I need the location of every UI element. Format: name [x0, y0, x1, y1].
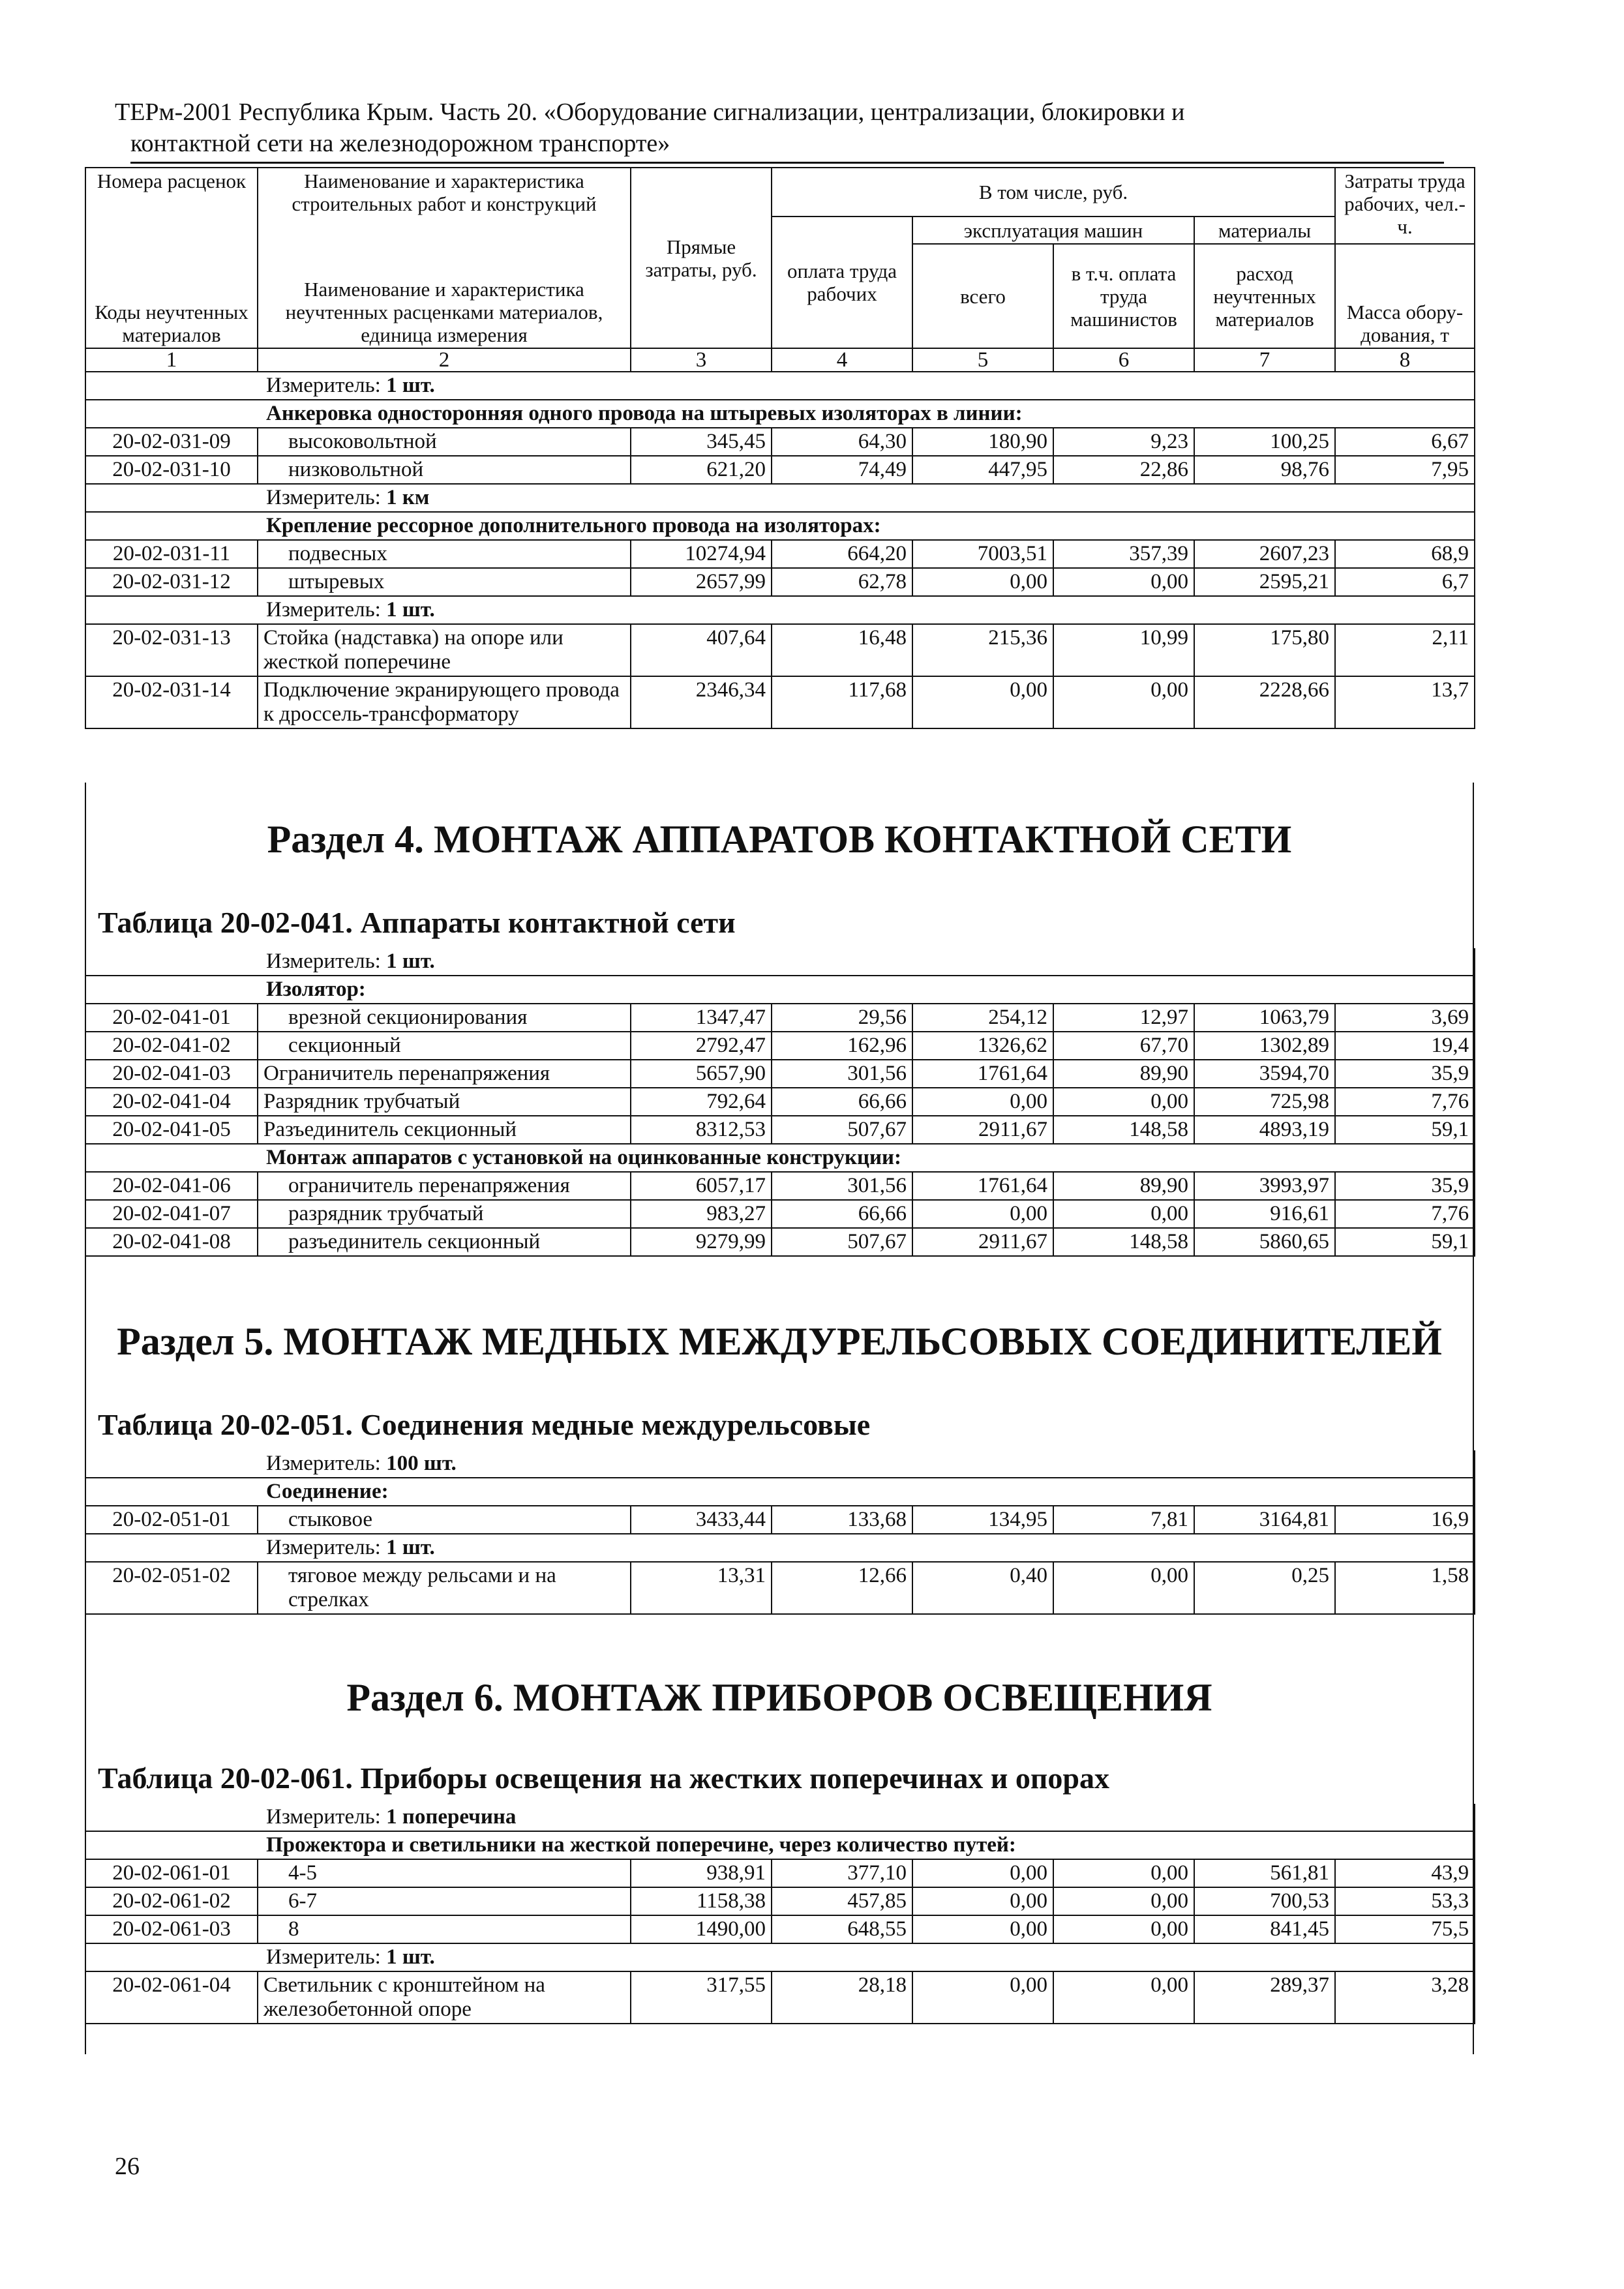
rate-code: 20-02-051-02: [85, 1562, 258, 1614]
machinist-pay: 0,00: [1053, 568, 1194, 596]
worker-pay: 74,49: [772, 456, 912, 484]
rate-name: 8: [258, 1915, 631, 1943]
worker-pay: 64,30: [772, 428, 912, 456]
labor-hours: 35,9: [1335, 1060, 1475, 1088]
machines-total: 0,40: [912, 1562, 1053, 1614]
machinist-pay: 67,70: [1053, 1032, 1194, 1060]
table-row: [85, 1116, 1475, 1144]
rate-name: высоковольтной: [258, 428, 631, 456]
machines-total: 2911,67: [912, 1116, 1053, 1144]
table-row: [85, 1915, 1475, 1943]
col8-header-top: Затраты труда рабочих, чел.-ч.: [1335, 168, 1475, 244]
rate-name: Подключение экранирующего провода к дроссель-трансформатору: [258, 676, 631, 728]
group-heading: Монтаж аппаратов с установкой на оцинкованные конструкции:: [85, 1144, 1475, 1172]
col-number: 2: [258, 348, 631, 372]
materials-cost: 725,98: [1194, 1088, 1335, 1116]
machines-total: 1326,62: [912, 1032, 1053, 1060]
meter-value: 1 поперечина: [386, 1805, 517, 1829]
machines-total: 447,95: [912, 456, 1053, 484]
machines-total: 0,00: [912, 1887, 1053, 1915]
table-row: [85, 1004, 1475, 1032]
machines-header: эксплуатация машин: [912, 217, 1194, 244]
direct-costs: 1158,38: [631, 1887, 772, 1915]
meter-label-text: Измеритель:: [266, 1945, 381, 1969]
meter-value: 1 шт.: [386, 950, 435, 973]
meter-label: [85, 1534, 1475, 1562]
worker-pay: 507,67: [772, 1228, 912, 1256]
direct-costs: 3433,44: [631, 1506, 772, 1534]
meter-label: [85, 1943, 1475, 1971]
col-number: 6: [1053, 348, 1194, 372]
machinist-pay: 0,00: [1053, 1887, 1194, 1915]
worker-pay: 66,66: [772, 1088, 912, 1116]
machines-total: 1761,64: [912, 1060, 1053, 1088]
labor-hours: 35,9: [1335, 1172, 1475, 1200]
col8-header-bottom: Масса обору-дования, т: [1335, 244, 1475, 348]
meter-value: 1 км: [386, 486, 430, 509]
materials-cost: 4893,19: [1194, 1116, 1335, 1144]
rate-code: 20-02-031-10: [85, 456, 258, 484]
direct-costs: 938,91: [631, 1859, 772, 1887]
table-20-02-061-title: Таблица 20-02-061. Приборы освещения на жестких поперечинах и опорах: [98, 1761, 1109, 1795]
machinist-pay: 0,00: [1053, 676, 1194, 728]
materials-cost: 1063,79: [1194, 1004, 1335, 1032]
rate-code: 20-02-031-12: [85, 568, 258, 596]
header-rule: [130, 162, 1444, 164]
meter-label: [85, 948, 1475, 976]
table-20-02-051-title: Таблица 20-02-051. Соединения медные междурельсовые: [98, 1408, 871, 1441]
table-row: [85, 676, 1475, 728]
labor-hours: 68,9: [1335, 540, 1475, 568]
machines-total: 7003,51: [912, 540, 1053, 568]
meter-value: 1 шт.: [386, 1536, 435, 1559]
direct-costs: 2792,47: [631, 1032, 772, 1060]
direct-costs: 13,31: [631, 1562, 772, 1614]
col2-header-gap: [258, 217, 631, 244]
machinist-pay: 9,23: [1053, 428, 1194, 456]
table-20-02-041-title: Таблица 20-02-041. Аппараты контактной сети: [98, 906, 736, 939]
rate-name: Разрядник трубчатый: [258, 1088, 631, 1116]
meter-value: 1 шт.: [386, 598, 435, 621]
table-row: [85, 1172, 1475, 1200]
machinist-pay: 0,00: [1053, 1088, 1194, 1116]
rate-name: секционный: [258, 1032, 631, 1060]
labor-hours: 6,67: [1335, 428, 1475, 456]
machines-total: 0,00: [912, 1915, 1053, 1943]
materials-cost: 98,76: [1194, 456, 1335, 484]
machines-total: 1761,64: [912, 1172, 1053, 1200]
worker-pay: 133,68: [772, 1506, 912, 1534]
rate-name: низковольтной: [258, 456, 631, 484]
page-number: 26: [115, 2153, 140, 2180]
meter-label-text: Измеритель:: [266, 950, 381, 973]
document-header-line1: ТЕРм-2001 Республика Крым. Часть 20. «Оборудование сигнализации, централизации, блокировки и: [115, 98, 1185, 126]
direct-costs: 983,27: [631, 1200, 772, 1228]
worker-pay: 66,66: [772, 1200, 912, 1228]
machines-total: 0,00: [912, 1971, 1053, 2024]
materials-cost: 100,25: [1194, 428, 1335, 456]
meter-label: [85, 372, 1475, 400]
rate-name: врезной секционирования: [258, 1004, 631, 1032]
rate-code: 20-02-061-04: [85, 1971, 258, 2024]
table-row: [85, 456, 1475, 484]
machinist-pay: 10,99: [1053, 624, 1194, 676]
rate-name: 4-5: [258, 1859, 631, 1887]
rate-name: Разъединитель секционный: [258, 1116, 631, 1144]
machines-total: 2911,67: [912, 1228, 1053, 1256]
direct-costs: 10274,94: [631, 540, 772, 568]
materials-cost: 841,45: [1194, 1915, 1335, 1943]
table-row: [85, 1887, 1475, 1915]
col5-header: всего: [912, 244, 1053, 348]
table-row: [85, 1859, 1475, 1887]
rate-name: подвесных: [258, 540, 631, 568]
meter-value: 100 шт.: [386, 1452, 457, 1475]
worker-pay: 162,96: [772, 1032, 912, 1060]
rate-code: 20-02-041-08: [85, 1228, 258, 1256]
col2-header-bottom: Наименование и характеристика неучтенных расценками материалов, единица измерения: [258, 244, 631, 348]
col3-header: Прямые затраты, руб.: [631, 168, 772, 348]
labor-hours: 7,76: [1335, 1088, 1475, 1116]
table-row: [85, 1032, 1475, 1060]
document-header-line2: контактной сети на железнодорожном транспорте»: [130, 130, 670, 157]
machines-total: 134,95: [912, 1506, 1053, 1534]
col-number: 5: [912, 348, 1053, 372]
table-row: [85, 540, 1475, 568]
labor-hours: 16,9: [1335, 1506, 1475, 1534]
machines-total: 180,90: [912, 428, 1053, 456]
materials-cost: 0,25: [1194, 1562, 1335, 1614]
rate-name: разъединитель секционный: [258, 1228, 631, 1256]
table-row: [85, 1562, 1475, 1614]
direct-costs: 345,45: [631, 428, 772, 456]
meter-label: [85, 596, 1475, 624]
rate-code: 20-02-031-09: [85, 428, 258, 456]
direct-costs: 1347,47: [631, 1004, 772, 1032]
col7-header: расход неучтенных материалов: [1194, 244, 1335, 348]
meter-label-text: Измеритель:: [266, 1536, 381, 1559]
labor-hours: 43,9: [1335, 1859, 1475, 1887]
group-heading: Прожектора и светильники на жесткой поперечине, через количество путей:: [85, 1831, 1475, 1859]
materials-cost: 5860,65: [1194, 1228, 1335, 1256]
machines-total: 0,00: [912, 676, 1053, 728]
machines-total: 0,00: [912, 1200, 1053, 1228]
materials-cost: 3993,97: [1194, 1172, 1335, 1200]
group-heading: Соединение:: [85, 1478, 1475, 1506]
included-header: В том числе, руб.: [772, 168, 1335, 217]
materials-cost: 175,80: [1194, 624, 1335, 676]
col-number: 8: [1335, 348, 1475, 372]
col1-header-gap: [85, 217, 258, 244]
group-heading: Анкеровка односторонняя одного провода на штыревых изоляторах в линии:: [85, 400, 1475, 428]
worker-pay: 664,20: [772, 540, 912, 568]
rate-code: 20-02-041-03: [85, 1060, 258, 1088]
meter-label-text: Измеритель:: [266, 1805, 381, 1829]
meter-label: [85, 484, 1475, 512]
meter-label-text: Измеритель:: [266, 598, 381, 621]
rate-code: 20-02-041-04: [85, 1088, 258, 1116]
materials-cost: 2595,21: [1194, 568, 1335, 596]
labor-hours: 59,1: [1335, 1228, 1475, 1256]
labor-hours: 7,95: [1335, 456, 1475, 484]
rate-code: 20-02-061-02: [85, 1887, 258, 1915]
col-number: 7: [1194, 348, 1335, 372]
machinist-pay: 357,39: [1053, 540, 1194, 568]
rate-name: Ограничитель перенапряжения: [258, 1060, 631, 1088]
worker-pay: 62,78: [772, 568, 912, 596]
rates-table-main: [85, 167, 1475, 729]
machinist-pay: 89,90: [1053, 1172, 1194, 1200]
direct-costs: 792,64: [631, 1088, 772, 1116]
materials-cost: 3594,70: [1194, 1060, 1335, 1088]
materials-cost: 3164,81: [1194, 1506, 1335, 1534]
table-row: [85, 1088, 1475, 1116]
table-row: [85, 1506, 1475, 1534]
worker-pay: 29,56: [772, 1004, 912, 1032]
rate-name: Стойка (надставка) на опоре или жесткой поперечине: [258, 624, 631, 676]
machinist-pay: 0,00: [1053, 1859, 1194, 1887]
rate-code: 20-02-041-06: [85, 1172, 258, 1200]
meter-label-text: Измеритель:: [266, 1452, 381, 1475]
col-number: 1: [85, 348, 258, 372]
labor-hours: 3,28: [1335, 1971, 1475, 2024]
machinist-pay: 0,00: [1053, 1971, 1194, 2024]
rate-code: 20-02-061-03: [85, 1915, 258, 1943]
meter-label-text: Измеритель:: [266, 374, 381, 397]
materials-cost: 2228,66: [1194, 676, 1335, 728]
materials-cost: 1302,89: [1194, 1032, 1335, 1060]
col1-header-bottom: Коды неучтенных материалов: [85, 244, 258, 348]
rate-code: 20-02-041-01: [85, 1004, 258, 1032]
worker-pay: 16,48: [772, 624, 912, 676]
rate-code: 20-02-031-13: [85, 624, 258, 676]
labor-hours: 7,76: [1335, 1200, 1475, 1228]
machinist-pay: 12,97: [1053, 1004, 1194, 1032]
table-row: [85, 568, 1475, 596]
direct-costs: 9279,99: [631, 1228, 772, 1256]
worker-pay: 12,66: [772, 1562, 912, 1614]
rate-code: 20-02-031-11: [85, 540, 258, 568]
direct-costs: 5657,90: [631, 1060, 772, 1088]
meter-label-text: Измеритель:: [266, 486, 381, 509]
meter-label: [85, 1804, 1475, 1831]
col-number: 4: [772, 348, 912, 372]
worker-pay: 301,56: [772, 1060, 912, 1088]
labor-hours: 13,7: [1335, 676, 1475, 728]
materials-cost: 2607,23: [1194, 540, 1335, 568]
col1-header-top: Номера расценок: [85, 168, 258, 217]
rate-name: штыревых: [258, 568, 631, 596]
machines-total: 0,00: [912, 568, 1053, 596]
group-heading: Крепление рессорное дополнительного провода на изоляторах:: [85, 512, 1475, 540]
col-number: 3: [631, 348, 772, 372]
rate-name: 6-7: [258, 1887, 631, 1915]
meter-label: [85, 1450, 1475, 1478]
labor-hours: 59,1: [1335, 1116, 1475, 1144]
labor-hours: 3,69: [1335, 1004, 1475, 1032]
rate-code: 20-02-041-07: [85, 1200, 258, 1228]
materials-cost: 916,61: [1194, 1200, 1335, 1228]
direct-costs: 8312,53: [631, 1116, 772, 1144]
rate-name: тяговое между рельсами и на стрелках: [258, 1562, 631, 1614]
table-row: [85, 624, 1475, 676]
section-5-title: Раздел 5. МОНТАЖ МЕДНЫХ МЕЖДУРЕЛЬСОВЫХ СОЕДИНИТЕЛЕЙ: [117, 1320, 1442, 1363]
materials-cost: 289,37: [1194, 1971, 1335, 2024]
labor-hours: 75,5: [1335, 1915, 1475, 1943]
section-4-title: Раздел 4. МОНТАЖ АППАРАТОВ КОНТАКТНОЙ СЕТИ: [267, 818, 1292, 861]
table-row: [85, 1060, 1475, 1088]
table-row: [85, 1228, 1475, 1256]
table-20-02-061: [85, 1804, 1475, 2024]
rate-code: 20-02-041-02: [85, 1032, 258, 1060]
direct-costs: 407,64: [631, 624, 772, 676]
machines-total: 0,00: [912, 1859, 1053, 1887]
direct-costs: 621,20: [631, 456, 772, 484]
direct-costs: 2346,34: [631, 676, 772, 728]
materials-cost: 561,81: [1194, 1859, 1335, 1887]
table-20-02-041: [85, 948, 1475, 1257]
meter-value: 1 шт.: [386, 1945, 435, 1969]
col6-header: в т.ч. оплата труда машинистов: [1053, 244, 1194, 348]
machinist-pay: 148,58: [1053, 1116, 1194, 1144]
direct-costs: 2657,99: [631, 568, 772, 596]
materials-cost: 700,53: [1194, 1887, 1335, 1915]
machinist-pay: 7,81: [1053, 1506, 1194, 1534]
group-heading: Изолятор:: [85, 976, 1475, 1004]
machines-total: 215,36: [912, 624, 1053, 676]
labor-hours: 19,4: [1335, 1032, 1475, 1060]
section-6-title: Раздел 6. МОНТАЖ ПРИБОРОВ ОСВЕЩЕНИЯ: [346, 1676, 1212, 1719]
table-row: [85, 1971, 1475, 2024]
machinist-pay: 0,00: [1053, 1200, 1194, 1228]
table-20-02-051: [85, 1450, 1475, 1615]
worker-pay: 301,56: [772, 1172, 912, 1200]
worker-pay: 457,85: [772, 1887, 912, 1915]
direct-costs: 317,55: [631, 1971, 772, 2024]
machinist-pay: 0,00: [1053, 1915, 1194, 1943]
machinist-pay: 148,58: [1053, 1228, 1194, 1256]
rate-name: стыковое: [258, 1506, 631, 1534]
col4-header: оплата труда рабочих: [772, 217, 912, 348]
rate-code: 20-02-031-14: [85, 676, 258, 728]
machinist-pay: 22,86: [1053, 456, 1194, 484]
labor-hours: 53,3: [1335, 1887, 1475, 1915]
worker-pay: 648,55: [772, 1915, 912, 1943]
machines-total: 254,12: [912, 1004, 1053, 1032]
labor-hours: 2,11: [1335, 624, 1475, 676]
worker-pay: 377,10: [772, 1859, 912, 1887]
rate-code: 20-02-061-01: [85, 1859, 258, 1887]
machines-total: 0,00: [912, 1088, 1053, 1116]
rate-name: ограничитель перенапряжения: [258, 1172, 631, 1200]
rate-code: 20-02-051-01: [85, 1506, 258, 1534]
meter-value: 1 шт.: [386, 374, 435, 397]
direct-costs: 6057,17: [631, 1172, 772, 1200]
col2-header-top: Наименование и характеристика строительных работ и конструкций: [258, 168, 631, 217]
table-row: [85, 428, 1475, 456]
materials-header: материалы: [1194, 217, 1335, 244]
labor-hours: 6,7: [1335, 568, 1475, 596]
rate-name: Светильник с кронштейном на железобетонной опоре: [258, 1971, 631, 2024]
worker-pay: 117,68: [772, 676, 912, 728]
table-row: [85, 1200, 1475, 1228]
machinist-pay: 89,90: [1053, 1060, 1194, 1088]
labor-hours: 1,58: [1335, 1562, 1475, 1614]
worker-pay: 28,18: [772, 1971, 912, 2024]
rate-name: разрядник трубчатый: [258, 1200, 631, 1228]
machinist-pay: 0,00: [1053, 1562, 1194, 1614]
worker-pay: 507,67: [772, 1116, 912, 1144]
rate-code: 20-02-041-05: [85, 1116, 258, 1144]
direct-costs: 1490,00: [631, 1915, 772, 1943]
